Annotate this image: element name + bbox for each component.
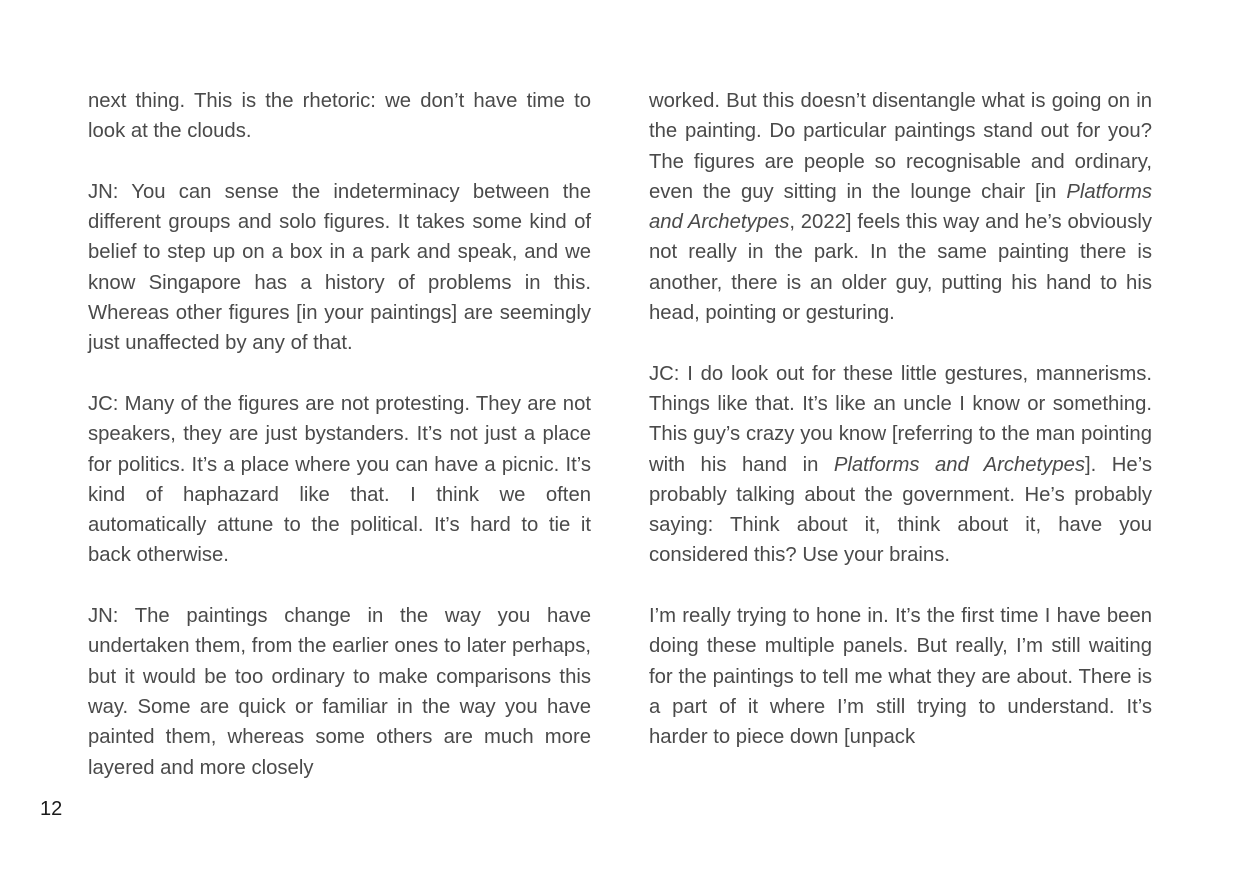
paragraph: JN: The paintings change in the way you have undertaken them, from the earlier ones to later perhaps, but it would be too ordinary to make comparisons this way. Some are quick or familiar in the way you have painted them, whereas some others are much more layered and more closely xyxy=(88,605,591,779)
artwork-title: Platforms and Archetypes xyxy=(833,453,1086,476)
text-span: worked. But this doesn’t disentangle what is going on in the painting. Do particular paintings stand out for you? The figures are people so recognisable and ordinary, even the guy sitting in the lounge chair [in xyxy=(649,90,1152,203)
artwork-title: Platforms and Archetypes xyxy=(649,180,1152,234)
paragraph xyxy=(649,86,1152,328)
paragraph: JN: You can sense the indeterminacy between the different groups and solo figures. It takes some kind of belief to step up on a box in a park and speak, and we know Singapore has a history of problems in this. Whereas other figures [in your paintings] are seemingly just unaffected by any of that. xyxy=(88,180,591,355)
paragraph: I’m really trying to hone in. It’s the first time I have been doing these multiple panels. But really, I’m still waiting for the paintings to tell me what they are about. There is a part of it where I’m still trying to understand. It’s harder to piece down [unpack xyxy=(649,605,1152,749)
text-span: ]. He’s probably talking about the government. He’s probably saying: Think about it, think about it, have you considered this? Use your brains. xyxy=(649,453,1152,567)
left-column xyxy=(88,86,591,783)
text-span: JC: I do look out for these little gestures, mannerisms. Things like that. It’s like an uncle I know or something. This guy’s crazy you know [referring to the man pointing with his hand in xyxy=(649,362,1152,476)
paragraph: JC: Many of the figures are not protesting. They are not speakers, they are just bystanders. It’s not just a place for politics. It’s a place where you can have a picnic. It’s kind of haphazard like that. I think we often automatically attune to the political. It’s hard to tie it back otherwise. xyxy=(88,392,591,567)
text-span: , 2022] feels this way and he’s obviously not really in the park. In the same painting there is another, there is an older guy, putting his hand to his head, pointing or gesturing. xyxy=(649,211,1152,325)
paragraph xyxy=(649,359,1152,571)
page-number: 12 xyxy=(40,798,63,820)
right-column xyxy=(649,86,1152,753)
paragraph: next thing. This is the rhetoric: we don’t have time to look at the clouds. xyxy=(88,90,591,143)
